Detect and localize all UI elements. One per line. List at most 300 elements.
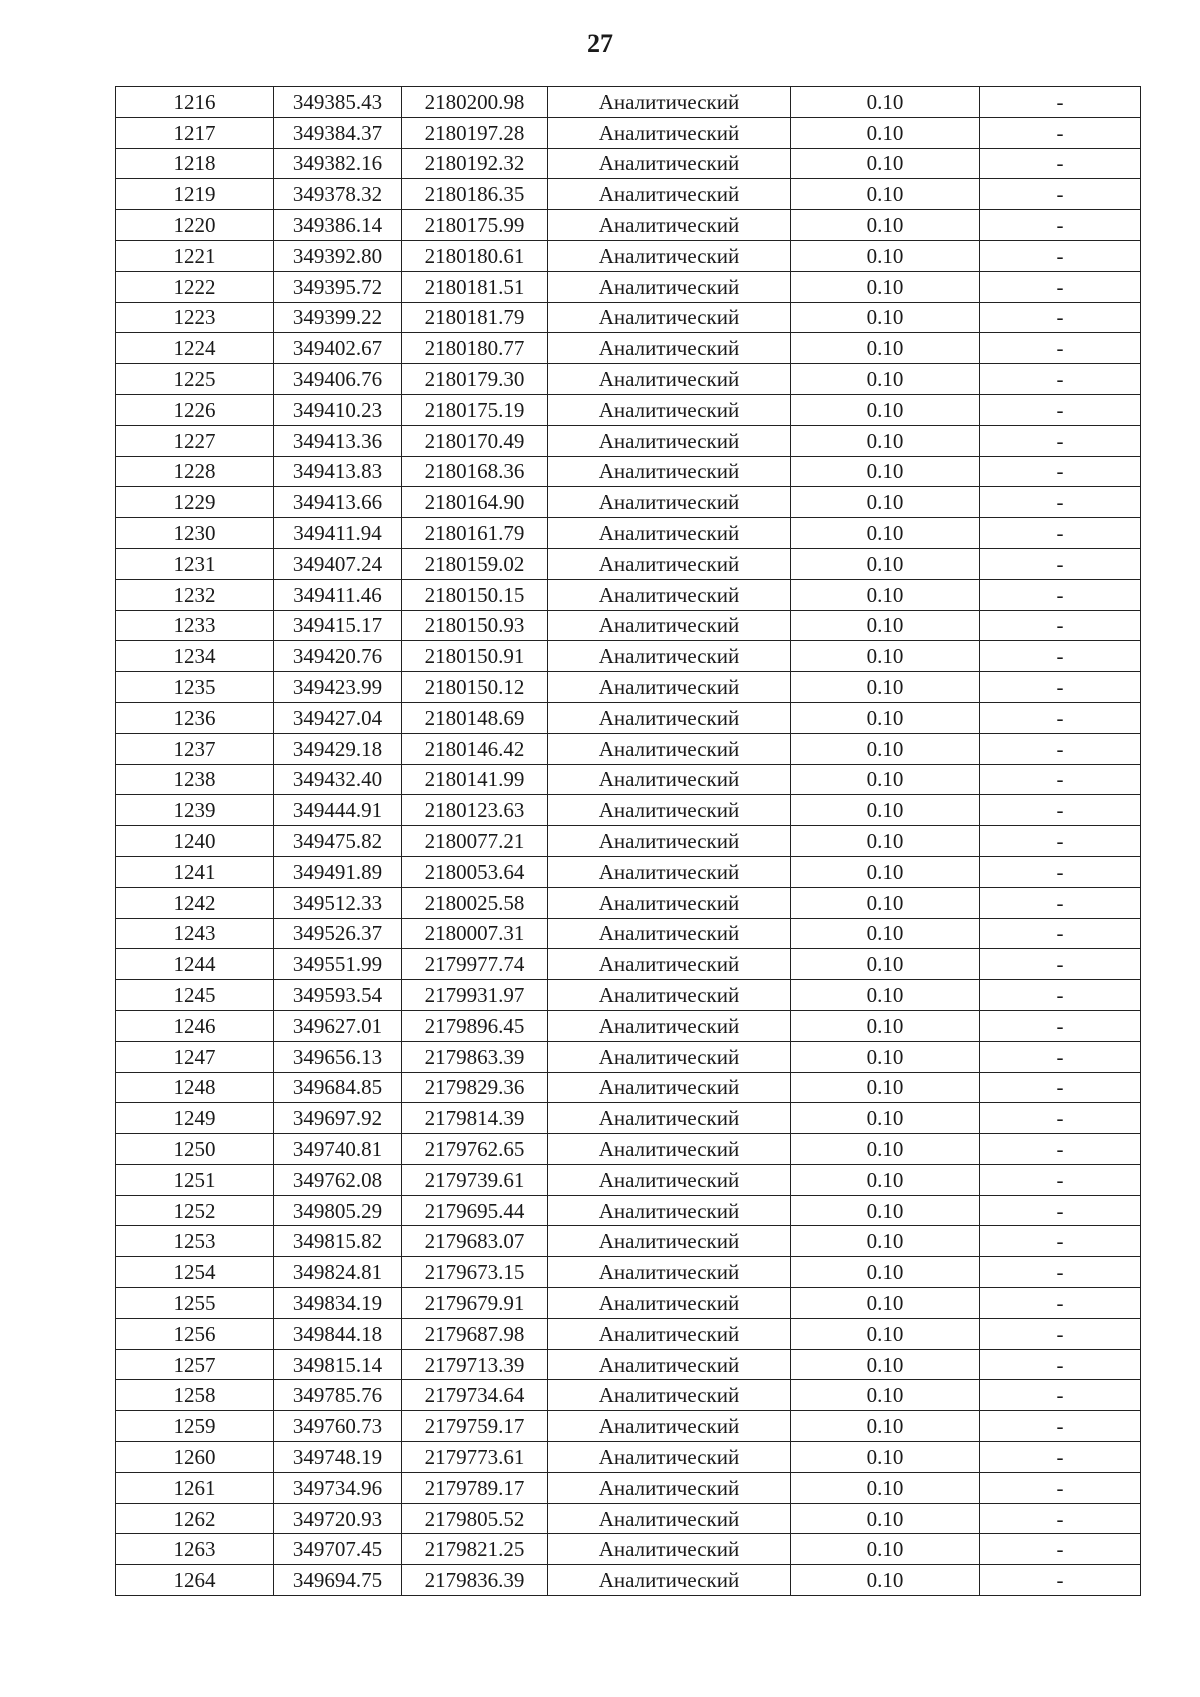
- table-row: [116, 1411, 1141, 1442]
- description-cell: -: [980, 887, 1141, 918]
- table-row: [116, 672, 1141, 703]
- y-coordinate-cell: 2179762.65: [402, 1134, 548, 1165]
- point-number-cell: 1255: [116, 1288, 274, 1319]
- point-number-cell: 1257: [116, 1349, 274, 1380]
- table-row: [116, 1472, 1141, 1503]
- description-cell: -: [980, 641, 1141, 672]
- page-number: 27: [587, 29, 613, 58]
- x-coordinate-cell: 349385.43: [274, 87, 402, 118]
- point-number-cell: 1217: [116, 117, 274, 148]
- point-number-cell: 1258: [116, 1380, 274, 1411]
- method-cell: Аналитический: [548, 271, 791, 302]
- accuracy-cell: 0.10: [791, 1134, 980, 1165]
- table-row: [116, 1288, 1141, 1319]
- y-coordinate-cell: 2179679.91: [402, 1288, 548, 1319]
- accuracy-cell: 0.10: [791, 394, 980, 425]
- x-coordinate-cell: 349423.99: [274, 672, 402, 703]
- description-cell: -: [980, 1195, 1141, 1226]
- accuracy-cell: 0.10: [791, 364, 980, 395]
- accuracy-cell: 0.10: [791, 1503, 980, 1534]
- table-row: [116, 1257, 1141, 1288]
- accuracy-cell: 0.10: [791, 425, 980, 456]
- y-coordinate-cell: 2179713.39: [402, 1349, 548, 1380]
- description-cell: -: [980, 1103, 1141, 1134]
- accuracy-cell: 0.10: [791, 271, 980, 302]
- y-coordinate-cell: 2180148.69: [402, 702, 548, 733]
- y-coordinate-cell: 2180192.32: [402, 148, 548, 179]
- description-cell: -: [980, 1257, 1141, 1288]
- method-cell: Аналитический: [548, 795, 791, 826]
- point-number-cell: 1256: [116, 1318, 274, 1349]
- point-number-cell: 1226: [116, 394, 274, 425]
- accuracy-cell: 0.10: [791, 1103, 980, 1134]
- table-row: [116, 1503, 1141, 1534]
- x-coordinate-cell: 349551.99: [274, 949, 402, 980]
- accuracy-cell: 0.10: [791, 333, 980, 364]
- method-cell: Аналитический: [548, 702, 791, 733]
- y-coordinate-cell: 2180150.15: [402, 579, 548, 610]
- table-row: [116, 1103, 1141, 1134]
- x-coordinate-cell: 349411.46: [274, 579, 402, 610]
- x-coordinate-cell: 349815.14: [274, 1349, 402, 1380]
- point-number-cell: 1252: [116, 1195, 274, 1226]
- table-row: [116, 1226, 1141, 1257]
- accuracy-cell: 0.10: [791, 733, 980, 764]
- x-coordinate-cell: 349386.14: [274, 210, 402, 241]
- accuracy-cell: 0.10: [791, 518, 980, 549]
- y-coordinate-cell: 2179683.07: [402, 1226, 548, 1257]
- description-cell: -: [980, 179, 1141, 210]
- description-cell: -: [980, 1318, 1141, 1349]
- accuracy-cell: 0.10: [791, 918, 980, 949]
- point-number-cell: 1229: [116, 487, 274, 518]
- description-cell: -: [980, 1010, 1141, 1041]
- point-number-cell: 1253: [116, 1226, 274, 1257]
- table-row: [116, 179, 1141, 210]
- description-cell: -: [980, 610, 1141, 641]
- accuracy-cell: 0.10: [791, 87, 980, 118]
- point-number-cell: 1249: [116, 1103, 274, 1134]
- table-row: [116, 1380, 1141, 1411]
- accuracy-cell: 0.10: [791, 179, 980, 210]
- accuracy-cell: 0.10: [791, 302, 980, 333]
- table-row: [116, 949, 1141, 980]
- method-cell: Аналитический: [548, 1349, 791, 1380]
- x-coordinate-cell: 349382.16: [274, 148, 402, 179]
- description-cell: -: [980, 918, 1141, 949]
- description-cell: -: [980, 1565, 1141, 1596]
- table-row: [116, 856, 1141, 887]
- table-row: [116, 1134, 1141, 1165]
- description-cell: -: [980, 764, 1141, 795]
- accuracy-cell: 0.10: [791, 1318, 980, 1349]
- method-cell: Аналитический: [548, 1503, 791, 1534]
- accuracy-cell: 0.10: [791, 1349, 980, 1380]
- accuracy-cell: 0.10: [791, 610, 980, 641]
- point-number-cell: 1248: [116, 1072, 274, 1103]
- x-coordinate-cell: 349411.94: [274, 518, 402, 549]
- y-coordinate-cell: 2179863.39: [402, 1041, 548, 1072]
- x-coordinate-cell: 349491.89: [274, 856, 402, 887]
- method-cell: Аналитический: [548, 1442, 791, 1473]
- description-cell: -: [980, 425, 1141, 456]
- y-coordinate-cell: 2180181.51: [402, 271, 548, 302]
- y-coordinate-cell: 2179673.15: [402, 1257, 548, 1288]
- description-cell: -: [980, 1380, 1141, 1411]
- point-number-cell: 1230: [116, 518, 274, 549]
- point-number-cell: 1246: [116, 1010, 274, 1041]
- point-number-cell: 1264: [116, 1565, 274, 1596]
- point-number-cell: 1237: [116, 733, 274, 764]
- description-cell: -: [980, 1134, 1141, 1165]
- table-row: [116, 733, 1141, 764]
- y-coordinate-cell: 2180170.49: [402, 425, 548, 456]
- accuracy-cell: 0.10: [791, 702, 980, 733]
- table-row: [116, 1164, 1141, 1195]
- table-row: [116, 117, 1141, 148]
- method-cell: Аналитический: [548, 1164, 791, 1195]
- point-number-cell: 1228: [116, 456, 274, 487]
- x-coordinate-cell: 349526.37: [274, 918, 402, 949]
- y-coordinate-cell: 2179695.44: [402, 1195, 548, 1226]
- x-coordinate-cell: 349407.24: [274, 548, 402, 579]
- point-number-cell: 1260: [116, 1442, 274, 1473]
- point-number-cell: 1245: [116, 980, 274, 1011]
- y-coordinate-cell: 2180007.31: [402, 918, 548, 949]
- x-coordinate-cell: 349427.04: [274, 702, 402, 733]
- method-cell: Аналитический: [548, 1010, 791, 1041]
- point-number-cell: 1247: [116, 1041, 274, 1072]
- method-cell: Аналитический: [548, 87, 791, 118]
- table-row: [116, 1041, 1141, 1072]
- y-coordinate-cell: 2180175.19: [402, 394, 548, 425]
- point-number-cell: 1232: [116, 579, 274, 610]
- method-cell: Аналитический: [548, 548, 791, 579]
- point-number-cell: 1254: [116, 1257, 274, 1288]
- description-cell: -: [980, 1503, 1141, 1534]
- description-cell: -: [980, 856, 1141, 887]
- description-cell: -: [980, 949, 1141, 980]
- y-coordinate-cell: 2180150.91: [402, 641, 548, 672]
- point-number-cell: 1242: [116, 887, 274, 918]
- x-coordinate-cell: 349406.76: [274, 364, 402, 395]
- table-row: [116, 1534, 1141, 1565]
- table-row: [116, 1349, 1141, 1380]
- method-cell: Аналитический: [548, 733, 791, 764]
- method-cell: Аналитический: [548, 980, 791, 1011]
- description-cell: -: [980, 271, 1141, 302]
- x-coordinate-cell: 349844.18: [274, 1318, 402, 1349]
- table-row: [116, 456, 1141, 487]
- x-coordinate-cell: 349413.36: [274, 425, 402, 456]
- point-number-cell: 1219: [116, 179, 274, 210]
- description-cell: -: [980, 240, 1141, 271]
- accuracy-cell: 0.10: [791, 1195, 980, 1226]
- method-cell: Аналитический: [548, 1195, 791, 1226]
- description-cell: -: [980, 87, 1141, 118]
- x-coordinate-cell: 349593.54: [274, 980, 402, 1011]
- description-cell: -: [980, 1411, 1141, 1442]
- y-coordinate-cell: 2180186.35: [402, 179, 548, 210]
- y-coordinate-cell: 2180161.79: [402, 518, 548, 549]
- point-number-cell: 1234: [116, 641, 274, 672]
- table-row: [116, 918, 1141, 949]
- accuracy-cell: 0.10: [791, 1041, 980, 1072]
- description-cell: -: [980, 1226, 1141, 1257]
- description-cell: -: [980, 487, 1141, 518]
- x-coordinate-cell: 349415.17: [274, 610, 402, 641]
- x-coordinate-cell: 349429.18: [274, 733, 402, 764]
- table-row: [116, 610, 1141, 641]
- method-cell: Аналитический: [548, 1472, 791, 1503]
- x-coordinate-cell: 349512.33: [274, 887, 402, 918]
- method-cell: Аналитический: [548, 610, 791, 641]
- table-row: [116, 702, 1141, 733]
- x-coordinate-cell: 349740.81: [274, 1134, 402, 1165]
- table-row: [116, 980, 1141, 1011]
- y-coordinate-cell: 2179734.64: [402, 1380, 548, 1411]
- description-cell: -: [980, 394, 1141, 425]
- point-number-cell: 1231: [116, 548, 274, 579]
- description-cell: -: [980, 364, 1141, 395]
- y-coordinate-cell: 2179931.97: [402, 980, 548, 1011]
- table-row: [116, 364, 1141, 395]
- description-cell: -: [980, 579, 1141, 610]
- y-coordinate-cell: 2180159.02: [402, 548, 548, 579]
- y-coordinate-cell: 2179814.39: [402, 1103, 548, 1134]
- accuracy-cell: 0.10: [791, 1534, 980, 1565]
- point-number-cell: 1262: [116, 1503, 274, 1534]
- accuracy-cell: 0.10: [791, 210, 980, 241]
- y-coordinate-cell: 2179977.74: [402, 949, 548, 980]
- method-cell: Аналитический: [548, 672, 791, 703]
- accuracy-cell: 0.10: [791, 856, 980, 887]
- description-cell: -: [980, 1072, 1141, 1103]
- point-number-cell: 1216: [116, 87, 274, 118]
- point-number-cell: 1218: [116, 148, 274, 179]
- point-number-cell: 1224: [116, 333, 274, 364]
- table-row: [116, 210, 1141, 241]
- accuracy-cell: 0.10: [791, 1164, 980, 1195]
- x-coordinate-cell: 349824.81: [274, 1257, 402, 1288]
- accuracy-cell: 0.10: [791, 1411, 980, 1442]
- y-coordinate-cell: 2180141.99: [402, 764, 548, 795]
- accuracy-cell: 0.10: [791, 1380, 980, 1411]
- x-coordinate-cell: 349734.96: [274, 1472, 402, 1503]
- accuracy-cell: 0.10: [791, 949, 980, 980]
- method-cell: Аналитический: [548, 1380, 791, 1411]
- description-cell: -: [980, 795, 1141, 826]
- description-cell: -: [980, 733, 1141, 764]
- method-cell: Аналитический: [548, 518, 791, 549]
- point-number-cell: 1236: [116, 702, 274, 733]
- x-coordinate-cell: 349392.80: [274, 240, 402, 271]
- y-coordinate-cell: 2179821.25: [402, 1534, 548, 1565]
- y-coordinate-cell: 2180146.42: [402, 733, 548, 764]
- table-row: [116, 1442, 1141, 1473]
- y-coordinate-cell: 2180200.98: [402, 87, 548, 118]
- x-coordinate-cell: 349444.91: [274, 795, 402, 826]
- point-number-cell: 1233: [116, 610, 274, 641]
- table-row: [116, 795, 1141, 826]
- y-coordinate-cell: 2180168.36: [402, 456, 548, 487]
- table-row: [116, 487, 1141, 518]
- accuracy-cell: 0.10: [791, 456, 980, 487]
- table-row: [116, 240, 1141, 271]
- point-number-cell: 1259: [116, 1411, 274, 1442]
- accuracy-cell: 0.10: [791, 1010, 980, 1041]
- method-cell: Аналитический: [548, 764, 791, 795]
- table-row: [116, 87, 1141, 118]
- table-row: [116, 333, 1141, 364]
- description-cell: -: [980, 702, 1141, 733]
- table-row: [116, 1072, 1141, 1103]
- accuracy-cell: 0.10: [791, 1288, 980, 1319]
- point-number-cell: 1244: [116, 949, 274, 980]
- description-cell: -: [980, 210, 1141, 241]
- point-number-cell: 1240: [116, 826, 274, 857]
- accuracy-cell: 0.10: [791, 579, 980, 610]
- method-cell: Аналитический: [548, 1103, 791, 1134]
- description-cell: -: [980, 148, 1141, 179]
- accuracy-cell: 0.10: [791, 1442, 980, 1473]
- coordinates-table: [115, 86, 1141, 1596]
- description-cell: -: [980, 1164, 1141, 1195]
- point-number-cell: 1235: [116, 672, 274, 703]
- x-coordinate-cell: 349748.19: [274, 1442, 402, 1473]
- description-cell: -: [980, 518, 1141, 549]
- x-coordinate-cell: 349627.01: [274, 1010, 402, 1041]
- description-cell: -: [980, 1442, 1141, 1473]
- method-cell: Аналитический: [548, 302, 791, 333]
- method-cell: Аналитический: [548, 148, 791, 179]
- x-coordinate-cell: 349402.67: [274, 333, 402, 364]
- x-coordinate-cell: 349432.40: [274, 764, 402, 795]
- point-number-cell: 1225: [116, 364, 274, 395]
- method-cell: Аналитический: [548, 456, 791, 487]
- accuracy-cell: 0.10: [791, 1257, 980, 1288]
- accuracy-cell: 0.10: [791, 826, 980, 857]
- table-row: [116, 148, 1141, 179]
- y-coordinate-cell: 2180180.77: [402, 333, 548, 364]
- table-row: [116, 394, 1141, 425]
- y-coordinate-cell: 2179773.61: [402, 1442, 548, 1473]
- x-coordinate-cell: 349785.76: [274, 1380, 402, 1411]
- x-coordinate-cell: 349399.22: [274, 302, 402, 333]
- table-row: [116, 641, 1141, 672]
- x-coordinate-cell: 349395.72: [274, 271, 402, 302]
- table-row: [116, 826, 1141, 857]
- method-cell: Аналитический: [548, 856, 791, 887]
- method-cell: Аналитический: [548, 1565, 791, 1596]
- x-coordinate-cell: 349707.45: [274, 1534, 402, 1565]
- x-coordinate-cell: 349378.32: [274, 179, 402, 210]
- x-coordinate-cell: 349762.08: [274, 1164, 402, 1195]
- accuracy-cell: 0.10: [791, 887, 980, 918]
- y-coordinate-cell: 2180197.28: [402, 117, 548, 148]
- method-cell: Аналитический: [548, 1041, 791, 1072]
- table-row: [116, 518, 1141, 549]
- description-cell: -: [980, 826, 1141, 857]
- description-cell: -: [980, 456, 1141, 487]
- accuracy-cell: 0.10: [791, 240, 980, 271]
- point-number-cell: 1251: [116, 1164, 274, 1195]
- accuracy-cell: 0.10: [791, 117, 980, 148]
- y-coordinate-cell: 2180150.12: [402, 672, 548, 703]
- y-coordinate-cell: 2180025.58: [402, 887, 548, 918]
- table-row: [116, 302, 1141, 333]
- description-cell: -: [980, 333, 1141, 364]
- accuracy-cell: 0.10: [791, 764, 980, 795]
- method-cell: Аналитический: [548, 425, 791, 456]
- x-coordinate-cell: 349805.29: [274, 1195, 402, 1226]
- table-row: [116, 548, 1141, 579]
- y-coordinate-cell: 2180180.61: [402, 240, 548, 271]
- description-cell: -: [980, 1041, 1141, 1072]
- method-cell: Аналитический: [548, 117, 791, 148]
- x-coordinate-cell: 349697.92: [274, 1103, 402, 1134]
- method-cell: Аналитический: [548, 1534, 791, 1565]
- method-cell: Аналитический: [548, 1318, 791, 1349]
- x-coordinate-cell: 349720.93: [274, 1503, 402, 1534]
- description-cell: -: [980, 302, 1141, 333]
- y-coordinate-cell: 2179739.61: [402, 1164, 548, 1195]
- description-cell: -: [980, 117, 1141, 148]
- point-number-cell: 1243: [116, 918, 274, 949]
- point-number-cell: 1239: [116, 795, 274, 826]
- table-row: [116, 887, 1141, 918]
- x-coordinate-cell: 349684.85: [274, 1072, 402, 1103]
- x-coordinate-cell: 349694.75: [274, 1565, 402, 1596]
- description-cell: -: [980, 1534, 1141, 1565]
- table-row: [116, 1010, 1141, 1041]
- method-cell: Аналитический: [548, 579, 791, 610]
- table-row: [116, 1318, 1141, 1349]
- method-cell: Аналитический: [548, 1072, 791, 1103]
- y-coordinate-cell: 2180164.90: [402, 487, 548, 518]
- accuracy-cell: 0.10: [791, 1565, 980, 1596]
- description-cell: -: [980, 1472, 1141, 1503]
- y-coordinate-cell: 2179759.17: [402, 1411, 548, 1442]
- method-cell: Аналитический: [548, 333, 791, 364]
- accuracy-cell: 0.10: [791, 148, 980, 179]
- method-cell: Аналитический: [548, 1226, 791, 1257]
- accuracy-cell: 0.10: [791, 980, 980, 1011]
- accuracy-cell: 0.10: [791, 487, 980, 518]
- table-row: [116, 1565, 1141, 1596]
- method-cell: Аналитический: [548, 918, 791, 949]
- point-number-cell: 1221: [116, 240, 274, 271]
- point-number-cell: 1261: [116, 1472, 274, 1503]
- coordinates-table-body: [116, 87, 1141, 1596]
- method-cell: Аналитический: [548, 949, 791, 980]
- point-number-cell: 1222: [116, 271, 274, 302]
- method-cell: Аналитический: [548, 394, 791, 425]
- y-coordinate-cell: 2180053.64: [402, 856, 548, 887]
- accuracy-cell: 0.10: [791, 795, 980, 826]
- x-coordinate-cell: 349760.73: [274, 1411, 402, 1442]
- table-row: [116, 271, 1141, 302]
- point-number-cell: 1220: [116, 210, 274, 241]
- method-cell: Аналитический: [548, 179, 791, 210]
- point-number-cell: 1250: [116, 1134, 274, 1165]
- table-row: [116, 764, 1141, 795]
- x-coordinate-cell: 349834.19: [274, 1288, 402, 1319]
- point-number-cell: 1238: [116, 764, 274, 795]
- description-cell: -: [980, 1288, 1141, 1319]
- x-coordinate-cell: 349815.82: [274, 1226, 402, 1257]
- x-coordinate-cell: 349410.23: [274, 394, 402, 425]
